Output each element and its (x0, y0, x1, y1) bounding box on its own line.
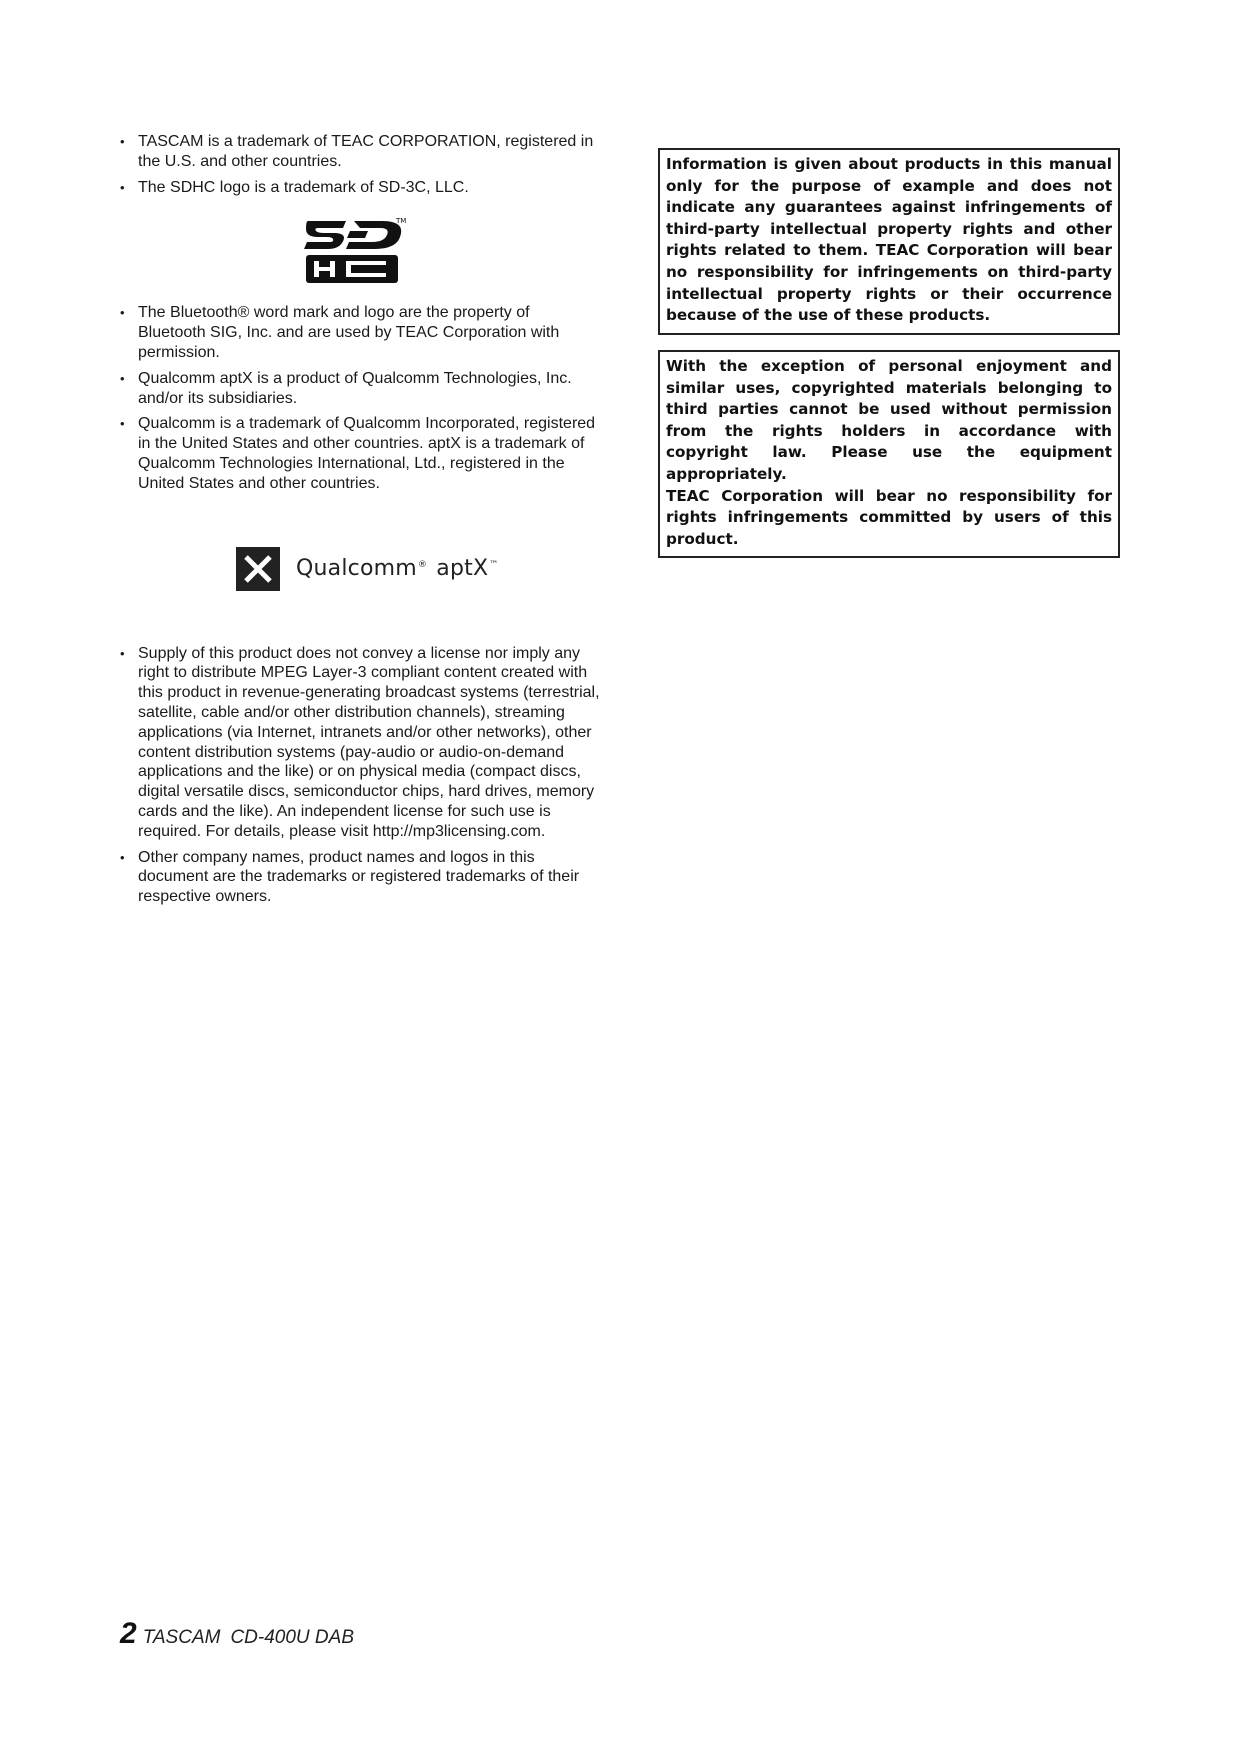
page-footer (120, 1617, 354, 1651)
list-item: • The SDHC logo is a trademark of SD-3C, LLC. (120, 178, 600, 198)
trademark-list-middle (120, 303, 600, 493)
list-item: • Other company names, product names and logos in this document are the trademarks or registered trademarks of their respective owners. (120, 848, 600, 907)
aptx-wordmark: Qualcomm® aptX™ (296, 556, 499, 582)
qualcomm-aptx-logo (236, 546, 600, 592)
notice-box-copyright (658, 350, 1120, 558)
list-item: • Qualcomm aptX is a product of Qualcomm Technologies, Inc. and/or its subsidiaries. (120, 369, 600, 409)
list-item: • Qualcomm is a trademark of Qualcomm Incorporated, registered in the United States and other countries. aptX is a trademark of Qualcomm Technologies International, Ltd., registered in the United States and other countries. (120, 414, 600, 493)
notice-box-ip-disclaimer (658, 148, 1120, 335)
notice-text: Information is given about products in this manual only for the purpose of example and does not indicate any guarantees against infringements of third-party intellectual property rights and other rights related to them. TEAC Corporation will bear no responsibility for infringements on third-party intellectual property rights or their occurrence because of the use of these products. (666, 155, 1112, 325)
aptx-x-icon (236, 547, 280, 591)
footer-brand: TASCAM (142, 1627, 221, 1648)
notice-text: With the exception of personal enjoyment and similar uses, copyrighted materials belonging to third parties cannot be used without permission from the rights holders in accordance with copyright law. Please use the equipment appropriately. (666, 357, 1112, 483)
list-item: • The Bluetooth® word mark and logo are the property of Bluetooth SIG, Inc. and are used by TEAC Corporation with permission. (120, 303, 600, 362)
left-column (120, 132, 600, 913)
sdhc-logo-icon (302, 213, 414, 285)
trademark-list-bottom (120, 644, 600, 907)
list-item: • Supply of this product does not convey a license nor imply any right to distribute MPEG Layer-3 compliant content created with this product in revenue-generating broadcast systems (terrestrial, satellite, cable and/or other distribution channels), streaming applications (via Internet, intranets and/or other networks), other content distribution systems (pay-audio or audio-on-demand applications and the like) or on physical media (compact discs, digital versatile discs, semiconductor chips, hard drives, memory cards and the like). An independent license for such use is required. For details, please visit http://mp3licensing.com. (120, 644, 600, 842)
trademark-list-top (120, 132, 600, 197)
list-item: • TASCAM is a trademark of TEAC CORPORATION, registered in the U.S. and other countries. (120, 132, 600, 172)
notice-text: TEAC Corporation will bear no responsibility for rights infringements committed by users of this product. (666, 486, 1112, 548)
footer-model: CD-400U DAB (230, 1627, 354, 1648)
svg-text:TM: TM (396, 217, 407, 226)
page-number: 2 (120, 1617, 137, 1650)
